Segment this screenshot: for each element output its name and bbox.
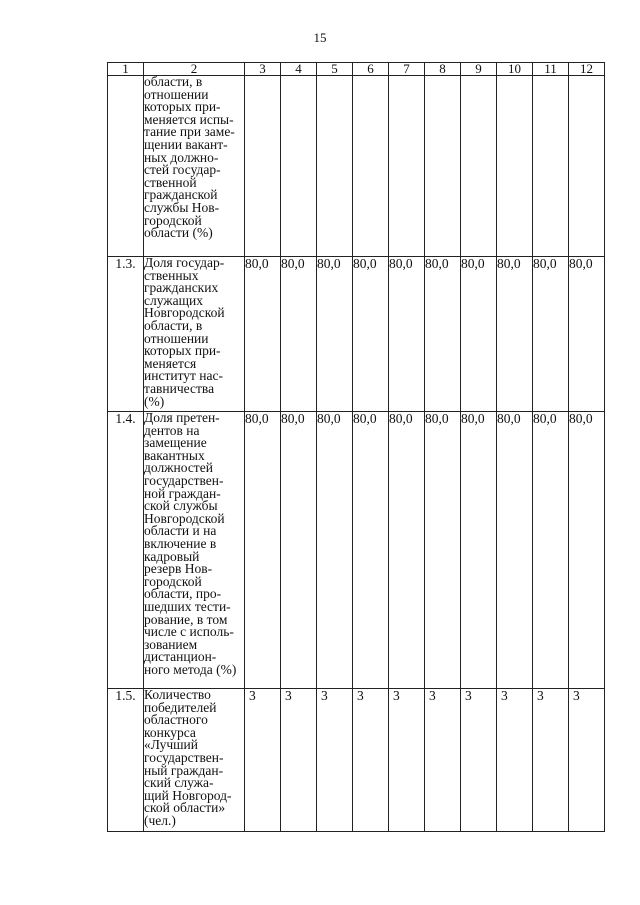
- value-cell: 80,0: [497, 257, 533, 412]
- value-cell: 3: [281, 689, 317, 832]
- value-cell: 3: [461, 689, 497, 832]
- value-cell: 80,0: [533, 257, 569, 412]
- value-cell: [533, 76, 569, 257]
- column-header: 9: [461, 63, 497, 76]
- value-cell: 3: [533, 689, 569, 832]
- column-header: 11: [533, 63, 569, 76]
- value-cell: 80,0: [389, 412, 425, 689]
- indicator-name: Доля претен- дентов на замещение вакантных должностей государствен- ной граждан- ской службы Новгородской области и на включение в кадровый резерв Нов- городской области, про- шедших тести- рование, в том числе с исполь- зованием дистанцион- ного метода (%): [144, 412, 245, 689]
- row-number: 1.4.: [108, 412, 144, 689]
- value-cell: [245, 76, 281, 257]
- table-row: [108, 76, 605, 257]
- value-cell: 80,0: [569, 412, 605, 689]
- value-cell: 80,0: [533, 412, 569, 689]
- column-header: 10: [497, 63, 533, 76]
- column-header: 2: [144, 63, 245, 76]
- indicator-name: Количество победителей областного конкурса «Лучший государствен- ный граждан- ский служа- щий Новгород- ской области» (чел.): [144, 689, 245, 832]
- value-cell: [569, 76, 605, 257]
- value-cell: [497, 76, 533, 257]
- column-header: 4: [281, 63, 317, 76]
- indicators-table: [107, 62, 605, 832]
- value-cell: 80,0: [245, 257, 281, 412]
- value-cell: 80,0: [317, 412, 353, 689]
- column-header: 1: [108, 63, 144, 76]
- page-number: 15: [313, 30, 327, 45]
- value-cell: 3: [569, 689, 605, 832]
- value-cell: 80,0: [569, 257, 605, 412]
- row-number: 1.3.: [108, 257, 144, 412]
- value-cell: 80,0: [317, 257, 353, 412]
- value-cell: [353, 76, 389, 257]
- column-header: 7: [389, 63, 425, 76]
- row-number: [108, 76, 144, 257]
- value-cell: 3: [425, 689, 461, 832]
- column-header: 12: [569, 63, 605, 76]
- table-row: [108, 689, 605, 832]
- table-row: [108, 257, 605, 412]
- value-cell: [425, 76, 461, 257]
- column-header: 5: [317, 63, 353, 76]
- value-cell: 80,0: [461, 412, 497, 689]
- value-cell: 3: [245, 689, 281, 832]
- value-cell: 3: [353, 689, 389, 832]
- value-cell: 3: [389, 689, 425, 832]
- value-cell: 3: [317, 689, 353, 832]
- value-cell: 80,0: [497, 412, 533, 689]
- value-cell: 80,0: [461, 257, 497, 412]
- value-cell: [281, 76, 317, 257]
- column-header: 8: [425, 63, 461, 76]
- indicator-name: Доля государ- ственных гражданских служащих Новгородской области, в отношении которых при- меняется институт нас- тавничества (%): [144, 257, 245, 412]
- row-number: 1.5.: [108, 689, 144, 832]
- value-cell: [317, 76, 353, 257]
- value-cell: 80,0: [281, 412, 317, 689]
- column-header: 3: [245, 63, 281, 76]
- value-cell: 80,0: [281, 257, 317, 412]
- value-cell: 80,0: [353, 257, 389, 412]
- table-row: [108, 412, 605, 689]
- value-cell: 3: [497, 689, 533, 832]
- value-cell: 80,0: [425, 412, 461, 689]
- indicator-name: области, в отношении которых при- меняется испы- тание при заме- щении вакант- ных должно- стей государ- ственной гражданской службы Нов- городской области (%): [144, 76, 245, 257]
- value-cell: [461, 76, 497, 257]
- value-cell: 80,0: [353, 412, 389, 689]
- value-cell: 80,0: [389, 257, 425, 412]
- value-cell: 80,0: [425, 257, 461, 412]
- value-cell: 80,0: [245, 412, 281, 689]
- column-header: 6: [353, 63, 389, 76]
- value-cell: [389, 76, 425, 257]
